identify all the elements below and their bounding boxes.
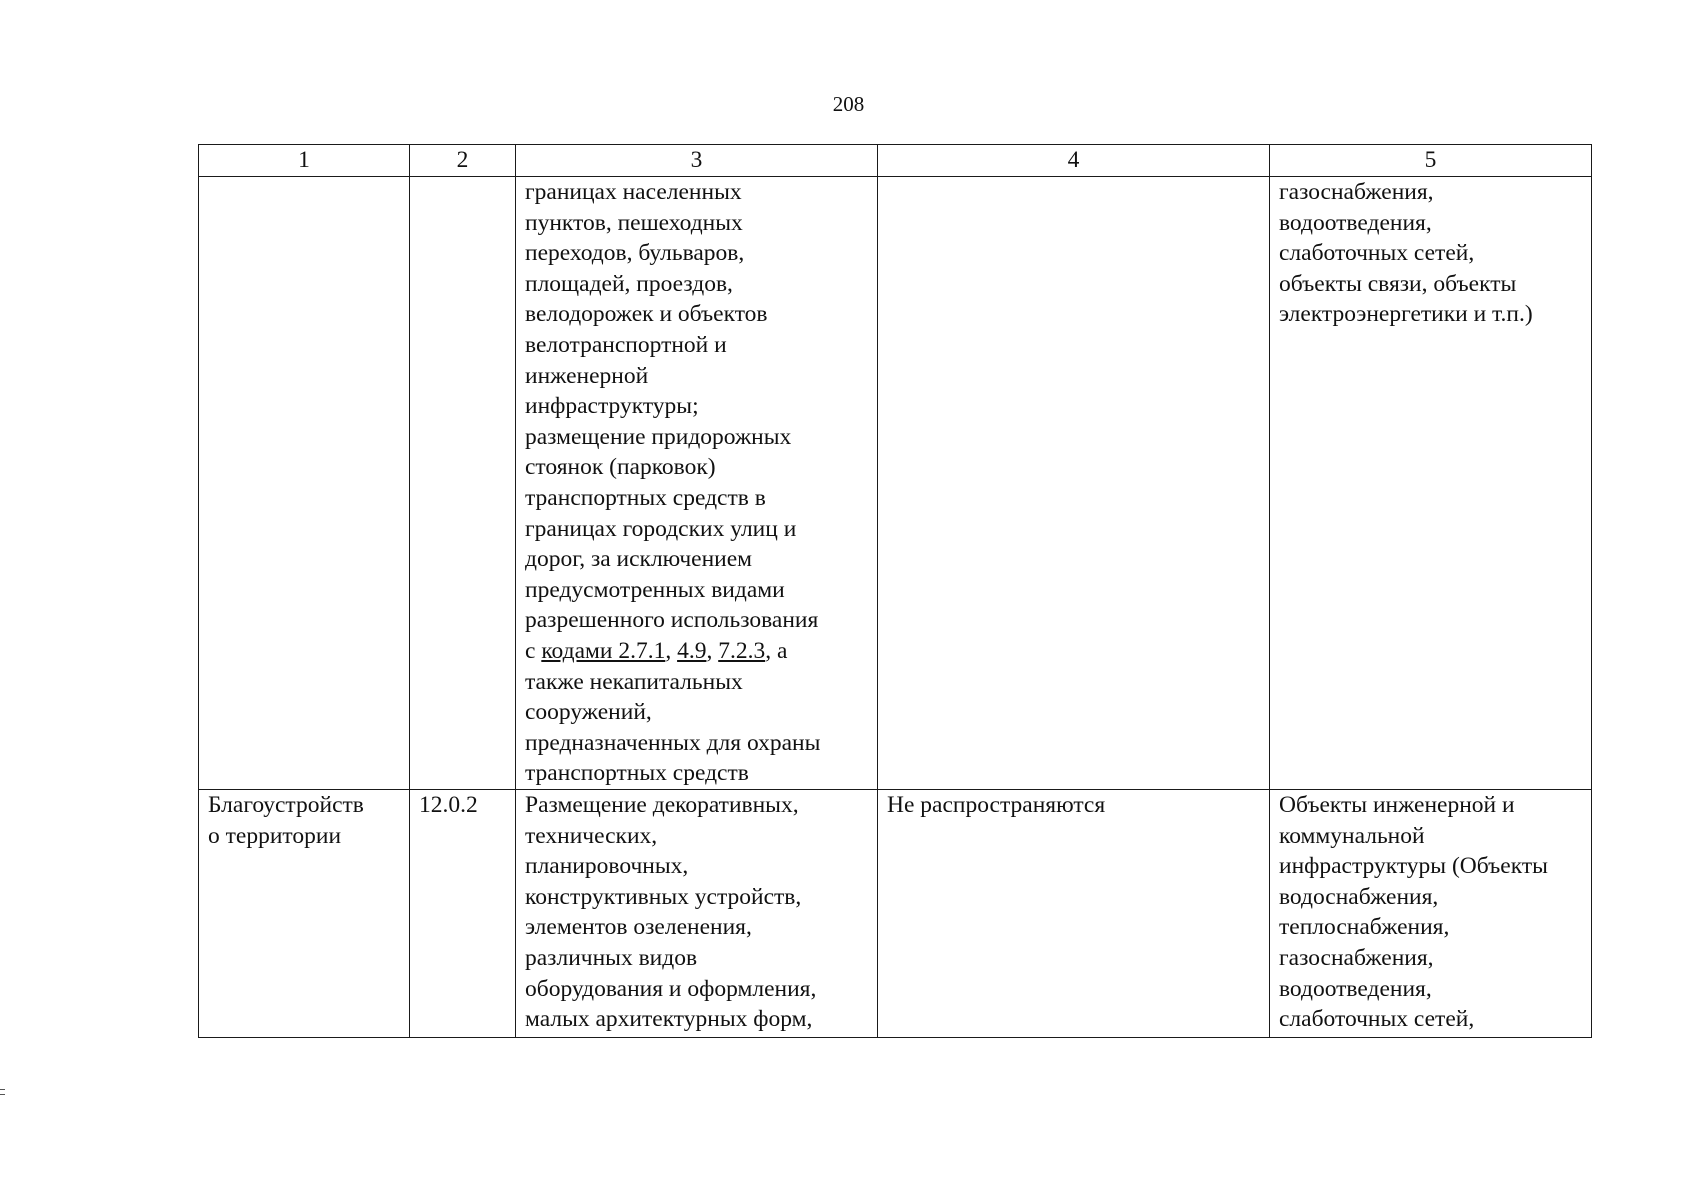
description-line: планировочных, bbox=[525, 853, 689, 880]
infrastructure-line: инфраструктуры (Объекты bbox=[1279, 853, 1548, 880]
continued-description-cell bbox=[516, 177, 878, 790]
land-use-name-line: о территории bbox=[208, 822, 342, 849]
description-line: сооружений, bbox=[525, 699, 652, 726]
description-line: транспортных средств bbox=[525, 760, 749, 787]
header-col-4: 4 bbox=[878, 145, 1270, 177]
description-line: переходов, бульваров, bbox=[525, 240, 745, 267]
continued-col1-cell bbox=[199, 177, 410, 790]
table-row-continued bbox=[199, 177, 1592, 790]
codes-separator: , bbox=[706, 637, 719, 664]
improvement-description-cell bbox=[516, 790, 878, 1038]
code-link-7-2-3[interactable]: 7.2.3 bbox=[718, 637, 766, 664]
infrastructure-line: коммунальной bbox=[1279, 822, 1425, 849]
description-line: размещение придорожных bbox=[525, 423, 792, 450]
description-line: велотранспортной и bbox=[525, 331, 727, 358]
description-line: предназначенных для охраны bbox=[525, 729, 821, 756]
header-col-1: 1 bbox=[199, 145, 410, 177]
improvement-infrastructure-cell bbox=[1270, 790, 1592, 1038]
description-line: велодорожек и объектов bbox=[525, 301, 768, 328]
description-line: Размещение декоративных, bbox=[525, 792, 799, 818]
land-use-code-cell: 12.0.2 bbox=[410, 790, 516, 1038]
description-line: различных видов bbox=[525, 944, 698, 971]
codes-separator: , bbox=[665, 637, 678, 664]
description-line: инженерной bbox=[525, 362, 649, 389]
codes-suffix: , а bbox=[765, 637, 788, 664]
continued-infrastructure-cell bbox=[1270, 177, 1592, 790]
description-line: транспортных средств в bbox=[525, 484, 766, 511]
description-line: малых архитектурных форм, bbox=[525, 1006, 813, 1033]
land-use-name-line: Благоустройств bbox=[208, 792, 364, 818]
description-line: инфраструктуры; bbox=[525, 393, 699, 420]
infrastructure-line: слаботочных сетей, bbox=[1279, 240, 1475, 267]
infrastructure-line: теплоснабжения, bbox=[1279, 914, 1450, 941]
code-link-2-7-1[interactable]: кодами 2.7.1 bbox=[541, 637, 666, 664]
description-line: дорог, за исключением bbox=[525, 546, 753, 573]
infrastructure-line: электроэнергетики и т.п.) bbox=[1279, 301, 1533, 328]
codes-prefix: с bbox=[525, 637, 542, 664]
infrastructure-line: объекты связи, объекты bbox=[1279, 270, 1517, 297]
description-line: технических, bbox=[525, 822, 658, 849]
description-line: разрешенного использования bbox=[525, 607, 819, 634]
infrastructure-line: водоснабжения, bbox=[1279, 883, 1439, 910]
page-number: 208 bbox=[832, 92, 865, 116]
land-use-name-cell bbox=[199, 790, 410, 1038]
description-line: границах городских улиц и bbox=[525, 515, 797, 542]
continued-col4-cell bbox=[878, 177, 1270, 790]
description-line: конструктивных устройств, bbox=[525, 883, 802, 910]
description-line: пунктов, пешеходных bbox=[525, 209, 743, 236]
code-link-4-9[interactable]: 4.9 bbox=[677, 637, 707, 664]
description-line: границах населенных bbox=[525, 179, 742, 205]
description-line: также некапитальных bbox=[525, 668, 743, 695]
infrastructure-line: слаботочных сетей, bbox=[1279, 1006, 1475, 1033]
table-row-improvement bbox=[199, 790, 1592, 1038]
description-line: стоянок (парковок) bbox=[525, 454, 716, 481]
land-use-table bbox=[198, 144, 1592, 1038]
codes-line bbox=[525, 636, 877, 667]
header-col-3: 3 bbox=[516, 145, 878, 177]
infrastructure-line: газоснабжения, bbox=[1279, 179, 1434, 205]
table-header-row bbox=[199, 145, 1592, 177]
infrastructure-line: водоотведения, bbox=[1279, 975, 1432, 1002]
infrastructure-line: газоснабжения, bbox=[1279, 944, 1434, 971]
description-line: элементов озеленения, bbox=[525, 914, 752, 941]
header-col-5: 5 bbox=[1270, 145, 1592, 177]
description-line: оборудования и оформления, bbox=[525, 975, 817, 1002]
infrastructure-line: водоотведения, bbox=[1279, 209, 1432, 236]
margin-scan-mark bbox=[0, 1089, 5, 1095]
continued-col2-cell bbox=[410, 177, 516, 790]
description-line: площадей, проездов, bbox=[525, 270, 733, 297]
infrastructure-line: Объекты инженерной и bbox=[1279, 792, 1515, 818]
header-col-2: 2 bbox=[410, 145, 516, 177]
description-line: предусмотренных видами bbox=[525, 576, 785, 603]
restrictions-cell: Не распространяются bbox=[878, 790, 1270, 1038]
